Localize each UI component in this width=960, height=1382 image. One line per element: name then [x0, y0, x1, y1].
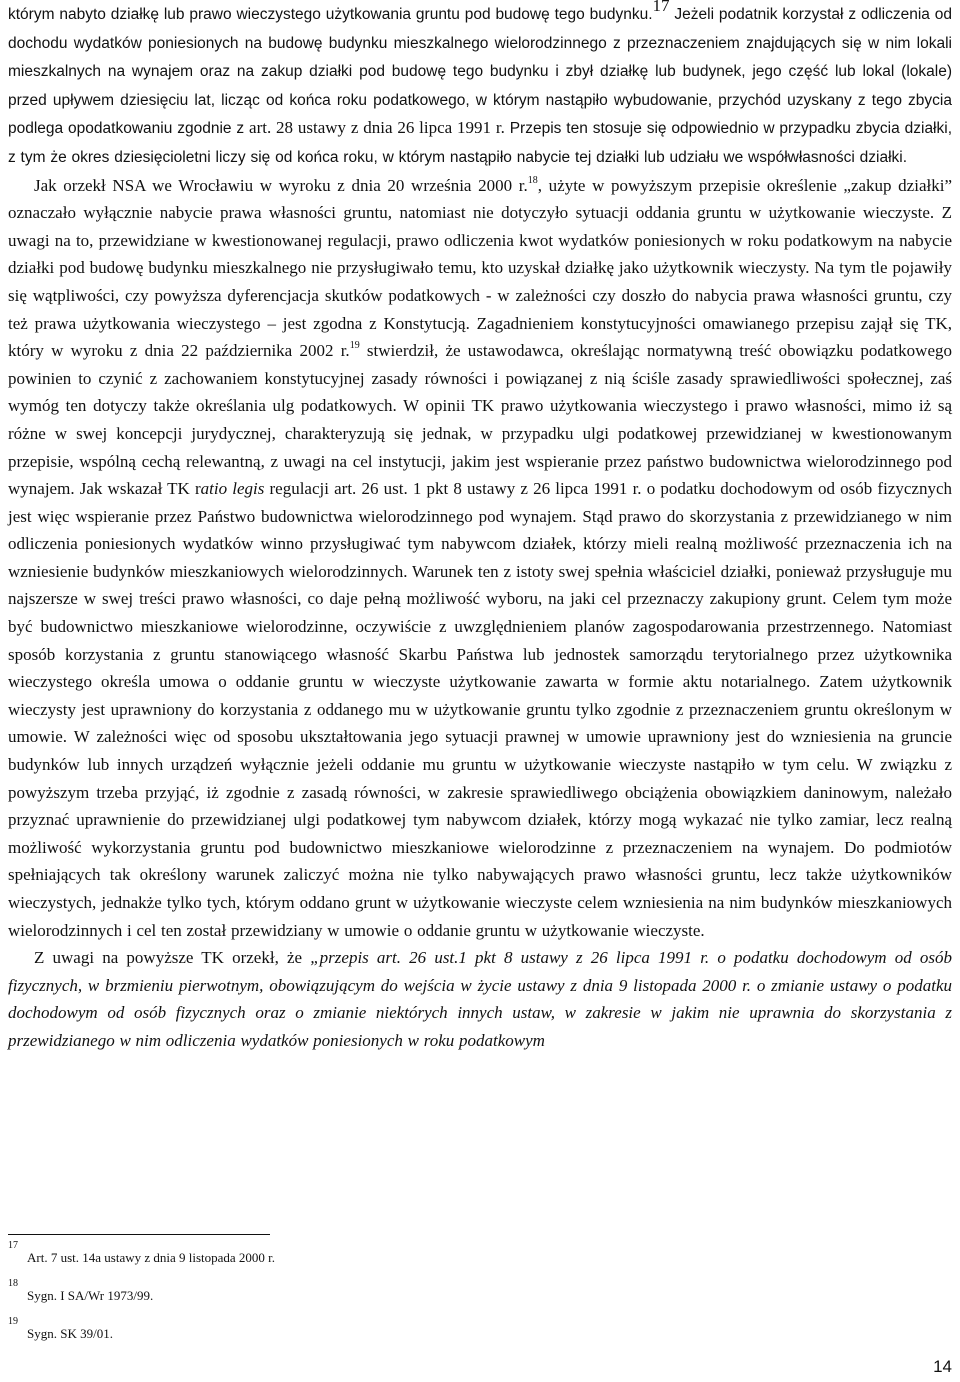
- footnote-ref-17: 17: [652, 0, 670, 15]
- paragraph-1-text-c: art. 28 ustawy z dnia 26 lipca 1991 r.: [249, 118, 505, 138]
- paragraph-2-text-e: Zagadnieniem konstytucyjności omawianego przepisu zajął się TK, który w wyroku z dnia 22 października 2002 r.: [8, 313, 952, 361]
- paragraph-1: [8, 0, 952, 172]
- paragraph-3-quote: „przepis art. 26 ust.1 pkt 8 ustawy z 26 lipca 1991 r. o podatku dochodowym od osób fizycznych, w brzmieniu pierwotnym, obowiązującym do wejścia w życie ustawy z dnia 9 listopada 2000 r. o zmianie ustawy o podatku dochodowym od osób fizycznych oraz o zmianie niektórych innych ustaw, w zakresie w jakim nie uprawnia do skorzystania z przewidzianego w nim odliczenia wydatków poniesionych w roku podatkowym: [8, 948, 952, 1050]
- paragraph-2: [8, 172, 952, 945]
- paragraph-2-text-a: Jak orzekł NSA we Wrocławiu w wyroku z dnia 20 września 2000 r.: [34, 175, 528, 195]
- paragraph-2-text-h: atio legis: [200, 479, 265, 499]
- paragraph-1-text-d: Przepis ten stosuje się odpowiednio w przypadku zbycia działki, z tym że okres dziesięcioletni liczy się od końca roku, w którym nastąpiło nabycie tej działki lub udziału we współwłasności działki.: [8, 120, 953, 166]
- footnote-ref-19: 19: [349, 340, 360, 352]
- paragraph-2-text-i: regulacji art. 26 ust. 1 pkt 8 ustawy z 26 lipca 1991 r. o podatku dochodowym od osób fizycznych jest więc wspieranie przez Państwo budownictwa wielorodzinnego pod wynajem. Stąd prawo do skorzystania z przewidzianego w nim odliczenia poniesionych wydatków winno przysługiwać tym nabywcom działek, którzy mieli realną możliwość przeznaczenia ich na wzniesienie budynków mieszkaniowych wielorodzinnych. Warunek ten z istoty swej spełnia właściciel działki, ponieważ przysługuje mu najszersze w swej treści prawo własności, co daje pełną możliwość wyboru, na jaki cel przeznaczy zakupiony grunt. Celem tym może być budownictwo mieszkaniowe wielorodzinne, oczywiście z uwzględnieniem planów zagospodarowania przestrzennego. Natomiast sposób korzystania z gruntu stanowiącego własność Skarbu Państwa lub jednostek samorządu terytorialnego przez użytkownika wieczystego określa umowa o oddanie gruntu w wieczyste użytkowanie zawarta w formie aktu notarialnego. Zatem użytkownik wieczysty jest uprawniony do korzystania z oddanego mu w użytkowanie gruntu tylko zgodnie z przeznaczeniem gruntu określonym w umowie. W zależności więc od sposobu ukształtowania jego sytuacji prawnej w umowie uprawniony jest do wzniesienia na gruncie budynków lub innych urządzeń wyłącznie jeżeli oddanie mu gruntu w użytkowanie wieczyste nastąpiło w tym celu. W związku z powyższym trzeba przyjąć, iż zgodnie z zasadą równości, w zakresie sprawiedliwego obciążenia obowiązkiem daninowym, należało przyznać uprawnienie do przewidzianej ulgi podatkowej tym nabywcom działek, którzy mogą wykazać nie tylko zamiar, lecz realną możliwość wykorzystania gruntu pod budownictwo mieszkaniowe wielorodzinne z przeznaczeniem na wynajem. Do podmiotów spełniających tak określony warunek zaliczyć można nie tylko nabywających prawo własności gruntu, lecz także użytkowników wieczystych, jednakże tylko tych, którym oddano grunt w użytkowanie wieczyste celem wzniesienia na nim budynków mieszkaniowych wielorodzinnych i cel ten został przewidziany w umowie o oddanie gruntu w użytkowanie wieczyste.: [8, 479, 952, 940]
- page-number: 14: [933, 1357, 952, 1376]
- paragraph-1-text-a: którym nabyto działkę lub prawo wieczystego użytkowania gruntu pod budowę tego budynku.: [8, 6, 653, 23]
- paragraph-1-text-b: Jeżeli podatnik korzystał z odliczenia od dochodu wydatków poniesionych na budowę budynku mieszkalnego wielorodzinnego z przeznaczeniem znajdujących się w nim lokali mieszkalnych na wynajem oraz na zakup działki pod budowę tego budynku i zbył działkę lub budynek, jego część lub lokal (lokale) przed upływem dziesięciu lat, licząc od końca roku podatkowego, w którym nastąpiło wybudowanie, przychód uzyskany z tego zbycia podlega opodatkowaniu zgodnie z: [8, 6, 952, 138]
- paragraph-2-text-c: Z uwagi na to, przewidziane w kwestionowanej regulacji, prawo odliczenia kwot wydatków poniesionych w roku podatkowym na nabycie działki pod budowę budynku mieszkalnego nie przysługiwało temu, kto uzyskał działkę jako użytkownik wieczysty.: [8, 203, 952, 278]
- footnote-separator: [8, 1234, 270, 1235]
- footnote-18-number: 18: [8, 1278, 18, 1289]
- paragraph-3-text-a: Z uwagi na powyższe TK orzekł, że: [34, 948, 311, 968]
- footnote-ref-18: 18: [527, 174, 538, 186]
- footnote-18-text: Sygn. I SA/Wr 1973/99.: [27, 1288, 154, 1303]
- paragraph-2-text-f: stwierdził, że ustawodawca, określając normatywną treść obowiązku podatkowego powinien to czynić z zachowaniem konstytucyjnej zasady równości i powiązanej z nią ściśle zasady sprawiedliwości społecznej, zaś wymóg ten dotyczy także określania ulg podatkowych.: [8, 341, 952, 416]
- paragraph-2-text-d: Na tym tle pojawiły się wątpliwości, czy powyższa dyferencjacja skutków podatkowych - w zależności czy doszło do nabycia prawa własności gruntu, czy też prawa użytkowania wieczystego – jest zgodna z Konstytucją.: [8, 258, 952, 333]
- footnote-19-text: Sygn. SK 39/01.: [27, 1326, 113, 1341]
- footnote-17-number: 17: [8, 1240, 18, 1251]
- footnote-17-text: Art. 7 ust. 14a ustawy z dnia 9 listopada 2000 r.: [27, 1250, 276, 1265]
- paragraph-2-text-g: W opinii TK prawo użytkowania wieczystego i prawo własności, mimo iż są różne w swej koncepcji jurydycznej, charakteryzują się jednak, w przypadku ulgi podatkowej przewidzianej w kwestionowanym przepisie, wspólną cechą relewantną, z uwagi na cel instytucji, jakim jest wspieranie przez państwo budownictwa wielorodzinnego pod wynajem. Jak wskazał TK r: [8, 396, 953, 499]
- footnote-19-number: 19: [8, 1316, 18, 1327]
- paragraph-2-text-b: , użyte w powyższym przepisie określenie „zakup działki” oznaczało wyłącznie nabycie prawa własności gruntu, natomiast nie dotyczyło sytuacji oddania gruntu w użytkowanie wieczyste.: [8, 175, 952, 223]
- page-body: [8, 0, 952, 1055]
- paragraph-3: [8, 944, 952, 1054]
